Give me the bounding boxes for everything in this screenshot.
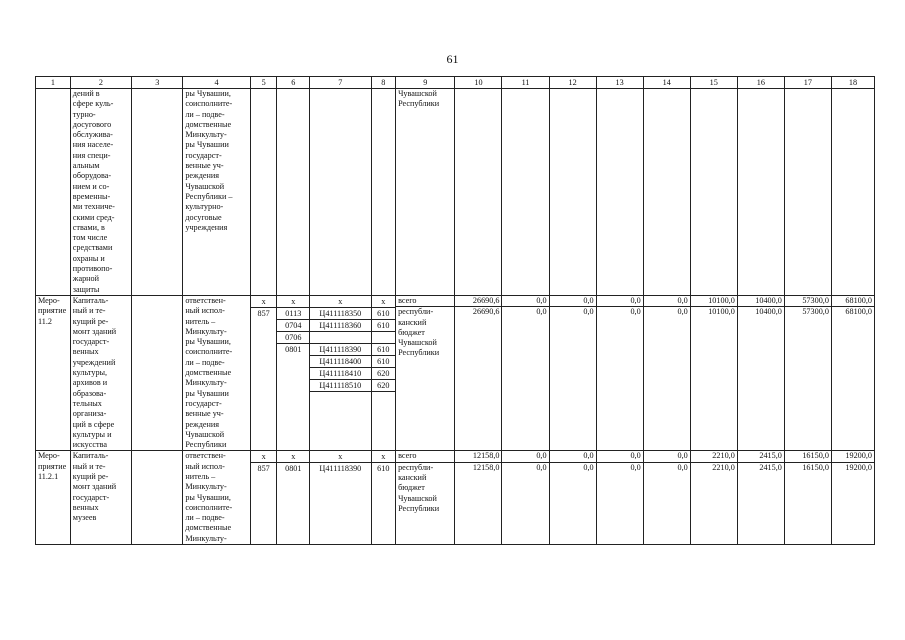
cell-target-item (310, 295, 371, 450)
text-line: тельных (72, 398, 102, 408)
text-line: организа- (72, 409, 107, 419)
text-line: Ц411118390 (310, 344, 370, 356)
cell-section (277, 451, 310, 545)
text-line: кущий ре- (72, 471, 109, 481)
text-line: домственные (185, 523, 232, 533)
text-line: x (310, 296, 370, 308)
text-line: ми техниче- (72, 202, 115, 212)
text-line: соисполните- (185, 99, 233, 109)
text-line: соисполните- (185, 502, 233, 512)
text-line: ствами, в (72, 222, 105, 232)
cell-grbs (250, 451, 277, 545)
text-line: нием и со- (72, 181, 110, 191)
budget-table (35, 76, 875, 545)
text-line: государст- (185, 398, 222, 408)
cell-amount (690, 451, 737, 545)
text-line: Республики (398, 99, 440, 109)
text-line: обслужива- (72, 130, 113, 140)
text-line: 0,0 (630, 307, 641, 317)
page-number: 61 (446, 52, 459, 66)
text-line: ли – подве- (185, 357, 225, 367)
text-line: государст- (185, 150, 222, 160)
column-header: 2 (70, 77, 131, 89)
text-line: 0,0 (644, 451, 690, 462)
text-line: 10100,0 (708, 307, 735, 317)
column-header: 8 (371, 77, 396, 89)
text-line: x (251, 451, 277, 463)
cell (690, 89, 737, 296)
cell-expense-type (371, 295, 396, 450)
text-line: Республики (185, 440, 227, 450)
text-line: архивов и (72, 378, 108, 388)
cell (737, 89, 784, 296)
text-line: 26690,6 (455, 296, 501, 307)
text-line: 12158,0 (455, 451, 501, 462)
text-line: Ц411118390 (319, 464, 362, 474)
text-line: защиты (72, 284, 100, 294)
column-header: 7 (310, 77, 371, 89)
cell-amount (784, 295, 831, 450)
text-line (372, 332, 396, 344)
cell-executor (183, 89, 251, 296)
text-line: 0,0 (677, 307, 688, 317)
cell-event-name (70, 295, 131, 450)
text-line: 16150,0 (785, 451, 831, 462)
text-line: Ц411118510 (310, 380, 370, 392)
text-line: Чувашской (398, 338, 437, 348)
cell-expense-type (371, 451, 396, 545)
text-line: оборудова- (72, 171, 112, 181)
table-row (36, 451, 875, 545)
text-line: 11.2.1 (38, 471, 59, 481)
column-header: 3 (132, 77, 183, 89)
table-row (36, 295, 875, 450)
text-line: досугового (72, 119, 112, 129)
cell (596, 89, 643, 296)
text-line: канский (398, 317, 427, 327)
text-line: Капиталь- (72, 451, 109, 461)
cell (455, 89, 502, 296)
text-line: 16150,0 (802, 462, 829, 472)
text-line: 0,0 (583, 462, 594, 472)
text-line: культуры и (72, 429, 112, 439)
text-line: 10100,0 (691, 296, 737, 307)
text-line: 2415,0 (759, 462, 782, 472)
text-line: 68100,0 (832, 296, 874, 307)
cell-amount (737, 451, 784, 545)
text-line: турно- (72, 109, 96, 119)
text-line: ры Чувашии, (185, 492, 231, 502)
text-line: x (372, 296, 396, 308)
text-line: 10400,0 (738, 296, 784, 307)
cell-amount (549, 451, 596, 545)
text-line: Ц411118350 (310, 308, 370, 320)
cell (784, 89, 831, 296)
cell-amount (737, 295, 784, 450)
table-row (36, 89, 875, 296)
column-header: 9 (396, 77, 455, 89)
cell (277, 89, 310, 296)
cell-source (396, 295, 455, 450)
cell (132, 295, 183, 450)
text-line: 610 (372, 344, 396, 356)
text-line: ный и те- (72, 306, 106, 316)
text-line: приятие (38, 461, 67, 471)
text-line: 0801 (285, 344, 302, 354)
text-line: Капиталь- (72, 295, 109, 305)
text-line: Минкульту- (185, 482, 227, 492)
text-line: республи- (398, 462, 434, 472)
cell-amount (690, 295, 737, 450)
text-line: 0,0 (502, 296, 548, 307)
text-line: сфере куль- (72, 99, 114, 109)
text-line: учреждения (185, 222, 228, 232)
text-line: канский (398, 472, 427, 482)
text-line: ли – подве- (185, 513, 225, 523)
cell-amount (596, 295, 643, 450)
cell-amount (596, 451, 643, 545)
text-line: ций в сфере (72, 419, 115, 429)
text-line: x (277, 451, 309, 463)
cell-amount (643, 451, 690, 545)
text-line: Минкульту- (185, 533, 227, 543)
text-line: искусства (72, 440, 107, 450)
column-header: 14 (643, 77, 690, 89)
text-line: 0,0 (630, 462, 641, 472)
text-line: Минкульту- (185, 326, 227, 336)
text-line: 2210,0 (712, 462, 735, 472)
column-header: 13 (596, 77, 643, 89)
text-line: Чувашской (185, 429, 225, 439)
text-line: образова- (72, 388, 107, 398)
text-line: Чувашской (398, 493, 437, 503)
text-line: 0113 (277, 308, 309, 320)
column-header: 6 (277, 77, 310, 89)
text-line: 0801 (285, 464, 302, 474)
text-line: культурно- (185, 202, 224, 212)
cell-grbs (250, 295, 277, 450)
text-line (310, 332, 370, 344)
column-header: 5 (250, 77, 277, 89)
cell-amount (502, 451, 549, 545)
text-line: Чувашской (185, 181, 225, 191)
text-line: Минкульту- (185, 130, 227, 140)
text-line: средствами (72, 243, 113, 253)
column-header: 15 (690, 77, 737, 89)
column-header: 10 (455, 77, 502, 89)
text-line: Ц411118360 (310, 320, 370, 332)
text-line: ный испол- (185, 461, 225, 471)
text-line: 0,0 (677, 462, 688, 472)
text-line: ответствен- (185, 451, 226, 461)
text-line: нитель – (185, 316, 216, 326)
text-line: государст- (72, 337, 110, 347)
text-line: ли – подве- (185, 109, 225, 119)
text-line: реждения (185, 171, 220, 181)
cell (36, 89, 71, 296)
text-line: Меро- (38, 295, 60, 305)
text-line: 2415,0 (738, 451, 784, 462)
cell (371, 89, 396, 296)
text-line: 26690,6 (472, 307, 500, 317)
column-header: 11 (502, 77, 549, 89)
text-line: x (310, 451, 370, 463)
text-line: ры Чувашии (185, 388, 229, 398)
text-line: ры Чувашии, (185, 89, 231, 98)
cell-amount (455, 451, 502, 545)
cell (250, 89, 277, 296)
cell-amount (502, 295, 549, 450)
cell (502, 89, 549, 296)
cell-executor (183, 295, 251, 450)
text-line: венные уч- (185, 409, 224, 419)
text-line: монт зданий (72, 326, 117, 336)
text-line: 620 (372, 368, 396, 380)
text-line: домственные (185, 368, 232, 378)
text-line: 610 (377, 464, 390, 474)
text-line: 0,0 (550, 296, 596, 307)
cell-source (396, 89, 455, 296)
text-line: противопо- (72, 264, 113, 274)
text-line: бюджет (398, 327, 425, 337)
cell (132, 89, 183, 296)
text-line: всего (396, 296, 454, 307)
cell-amount (831, 451, 874, 545)
text-line: ный испол- (185, 306, 225, 316)
text-line: республи- (398, 307, 434, 317)
text-line: ответствен- (185, 295, 226, 305)
text-line: 0,0 (502, 451, 548, 462)
text-line: 12158,0 (472, 462, 500, 472)
cell-amount (643, 295, 690, 450)
text-line: ния специ- (72, 150, 111, 160)
text-line: 0,0 (536, 307, 547, 317)
column-header: 4 (183, 77, 251, 89)
text-line: бюджет (398, 483, 425, 493)
text-line: Меро- (38, 451, 60, 461)
text-line: жарной (72, 274, 100, 284)
text-line: 0,0 (536, 462, 547, 472)
cell-event-name (70, 451, 131, 545)
text-line: 610 (372, 356, 396, 368)
text-line: 19200,0 (832, 451, 874, 462)
cell-amount (831, 295, 874, 450)
column-header: 17 (784, 77, 831, 89)
text-line: Республики (398, 348, 440, 358)
cell-event-name (70, 89, 131, 296)
text-line: Ц411118400 (310, 356, 370, 368)
cell (643, 89, 690, 296)
text-line: кущий ре- (72, 316, 109, 326)
text-line: 857 (257, 308, 270, 318)
column-header: 18 (831, 77, 874, 89)
text-line: музеев (72, 513, 97, 523)
text-line: 0,0 (583, 307, 594, 317)
text-line: альным (72, 161, 100, 171)
text-line: 0,0 (550, 451, 596, 462)
text-line: 0704 (277, 320, 309, 332)
text-line: государст- (72, 492, 110, 502)
cell (549, 89, 596, 296)
text-line: ры Чувашии (185, 140, 229, 150)
text-line: всего (396, 451, 454, 462)
text-line: 19200,0 (845, 462, 872, 472)
cell-amount (784, 451, 831, 545)
column-header: 12 (549, 77, 596, 89)
text-line: x (251, 296, 277, 308)
cell-executor (183, 451, 251, 545)
text-line: 68100,0 (845, 307, 872, 317)
text-line: учреждений (72, 357, 116, 367)
text-line: x (372, 451, 396, 463)
text-line: Минкульту- (185, 378, 227, 388)
text-line: временны- (72, 191, 111, 201)
text-line: Ц411118410 (310, 368, 370, 380)
cell (310, 89, 371, 296)
text-line: соисполните- (185, 347, 233, 357)
cell (132, 451, 183, 545)
text-line: ры Чувашии, (185, 337, 231, 347)
text-line: x (277, 296, 309, 308)
header-row (36, 77, 875, 89)
text-line: 857 (257, 464, 270, 474)
cell-source (396, 451, 455, 545)
cell-section (277, 295, 310, 450)
text-line: приятие (38, 306, 67, 316)
text-line: том числе (72, 233, 108, 243)
text-line: ный и те- (72, 461, 106, 471)
text-line: 57300,0 (802, 307, 829, 317)
text-line: 0,0 (597, 451, 643, 462)
text-line: 610 (372, 308, 396, 320)
text-line: реждения (185, 419, 220, 429)
text-line: охраны и (72, 253, 105, 263)
cell-amount (549, 295, 596, 450)
text-line: скими сред- (72, 212, 115, 222)
cell (831, 89, 874, 296)
text-line: 2210,0 (691, 451, 737, 462)
text-line: 57300,0 (785, 296, 831, 307)
text-line: 0,0 (597, 296, 643, 307)
text-line: 10400,0 (755, 307, 782, 317)
column-header: 1 (36, 77, 71, 89)
text-line: культуры, (72, 368, 108, 378)
cell-target-item (310, 451, 371, 545)
text-line: досуговые (185, 212, 222, 222)
text-line: 610 (372, 320, 396, 332)
text-line: монт зданий (72, 482, 117, 492)
text-line: Республики (398, 503, 440, 513)
text-line: Чувашской (398, 89, 437, 98)
text-line: ния населе- (72, 140, 114, 150)
text-line: Республики – (185, 191, 233, 201)
cell-event-number (36, 451, 71, 545)
cell-amount (455, 295, 502, 450)
cell-event-number (36, 295, 71, 450)
text-line: 0706 (277, 332, 309, 344)
text-line: дений в (72, 89, 100, 98)
text-line: 11.2 (38, 316, 53, 326)
text-line: 620 (372, 380, 396, 392)
text-line: нитель – (185, 471, 216, 481)
text-line: 0,0 (644, 296, 690, 307)
text-line: венные уч- (185, 161, 224, 171)
column-header: 16 (737, 77, 784, 89)
text-line: венных (72, 347, 99, 357)
text-line: венных (72, 502, 99, 512)
text-line: домственные (185, 119, 232, 129)
